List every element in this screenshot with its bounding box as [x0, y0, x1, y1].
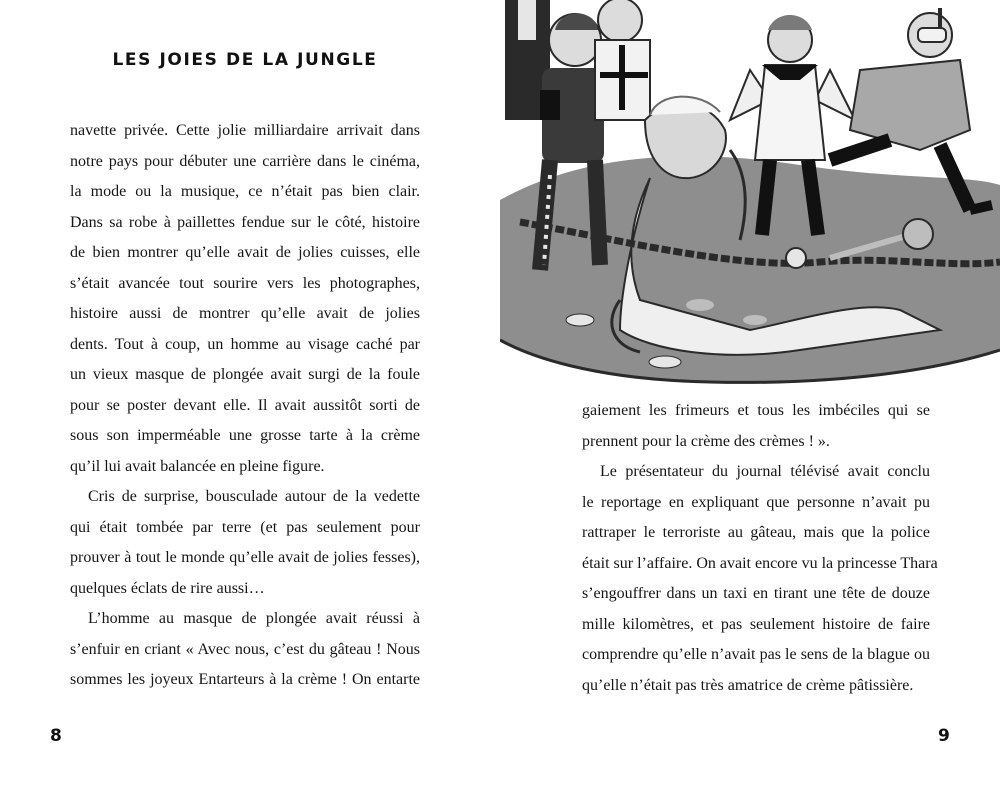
text-line: un vieux masque de plongée avait surgi de la foule: [70, 366, 420, 383]
page-number: 9: [938, 726, 950, 746]
text-line: s’enfuir en criant « Avec nous, c’est du gâteau ! Nous: [70, 640, 420, 658]
text-line: dents. Tout à coup, un homme au visage caché par: [70, 335, 420, 353]
right-page-text: [582, 396, 938, 701]
text-line: s’était avancée tout sourire vers les photographes,: [70, 274, 420, 292]
text-line: qu’il lui avait balancée en pleine figure.: [70, 457, 325, 475]
text-line: L’homme au masque de plongée avait réussi à: [88, 610, 420, 627]
text-line: de bien montrer qu’elle avait de jolies cuisses, elle: [70, 244, 420, 261]
text-line: rattraper le terroriste au gâteau, mais que la police: [582, 524, 930, 541]
text-line: était sur l’affaire. On avait encore vu la princesse Thara: [582, 554, 938, 572]
text-line: Dans sa robe à paillettes fendue sur le côté, histoire: [70, 213, 420, 231]
text-line: comprendre qu’elle n’avait pas le sens de la blague ou: [582, 646, 930, 663]
page-number: 8: [50, 726, 62, 746]
text-line: histoire aussi de montrer qu’elle avait de jolies: [70, 305, 420, 322]
text-line: mille kilomètres, et pas seulement histoire de faire: [582, 615, 930, 633]
text-line: prouver à tout le monde qu’elle avait de jolies fesses),: [70, 549, 420, 566]
crowd-person-2: [595, 0, 650, 120]
text-line: notre pays pour débuter une carrière dans le cinéma,: [70, 152, 420, 170]
text-line: qui était tombée par terre (et pas seulement pour: [70, 518, 420, 536]
text-line: pour se poster devant elle. Il avait aussitôt sorti de: [70, 396, 420, 414]
barrier-pole-base: [903, 219, 933, 249]
text-line: sous son imperméable une grosse tarte à la crème: [70, 427, 420, 444]
text-line: la mode ou la musique, ce n’était pas bien clair.: [70, 183, 420, 200]
text-line: s’engouffrer dans un taxi en tirant une tête de douze: [582, 585, 930, 602]
right-page: [500, 0, 1000, 786]
barrier-ball: [786, 248, 806, 268]
running-head: LES JOIES DE LA JUNGLE: [112, 50, 378, 70]
text-line: sommes les joyeux Entarteurs à la crème ! On entarte: [70, 671, 420, 688]
text-line: Cris de surprise, bousculade autour de la vedette: [88, 488, 420, 505]
cream-pie-illustration: [500, 0, 1000, 390]
text-line: qu’elle n’était pas très amatrice de crème pâtissière.: [582, 676, 914, 694]
text-line: gaiement les frimeurs et tous les imbéciles qui se: [582, 402, 930, 419]
text-line: navette privée. Cette jolie milliardaire arrivait dans: [70, 122, 420, 139]
text-line: prennent pour la crème des crèmes ! ».: [582, 432, 830, 450]
text-line: Le présentateur du journal télévisé avait conclu: [600, 463, 930, 480]
text-line: le reportage en expliquant que personne n’avait pu: [582, 493, 930, 511]
text-line: quelques éclats de rire aussi…: [70, 579, 265, 597]
left-page-text: [70, 116, 420, 696]
